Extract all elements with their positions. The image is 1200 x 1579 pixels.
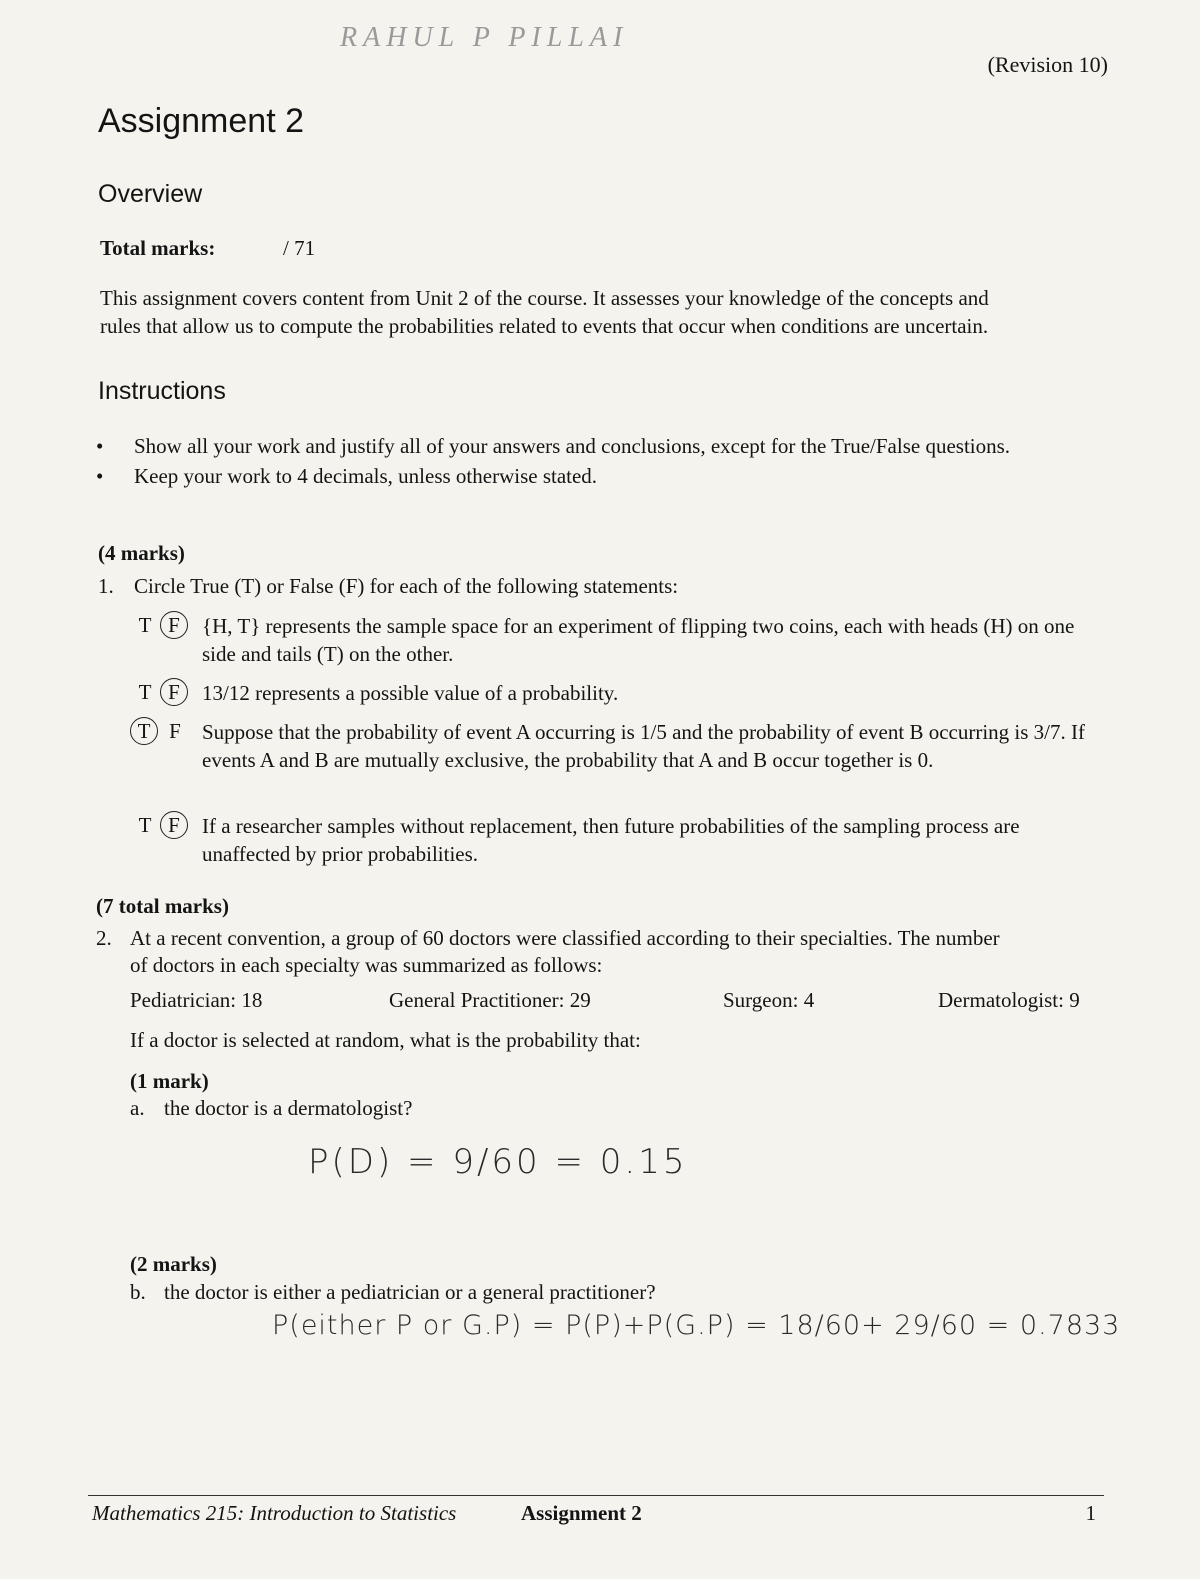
list-item: [96, 432, 1106, 460]
page-number: 1: [1085, 1501, 1096, 1525]
footer-divider: [88, 1495, 1104, 1496]
q2a-text: the doctor is a dermatologist?: [164, 1096, 413, 1120]
page-title: Assignment 2: [98, 102, 304, 140]
true-option[interactable]: T: [138, 813, 152, 837]
tf-statement: {H, T} represents the sample space for an experiment of flipping two coins, each with heads (H) on one side and tails (T) on the other.: [202, 614, 1075, 666]
q2b-handwritten-answer: P(either P or G.P) = P(P)+P(G.P) = 18/60+ 29/60 = 0.7833: [272, 1310, 1121, 1341]
q2b-text: the doctor is either a pediatrician or a general practitioner?: [164, 1280, 656, 1304]
q2a-marks: (1 mark): [130, 1069, 209, 1093]
q2-text-line-1: At a recent convention, a group of 60 doctors were classified according to their specialties. The number: [130, 926, 1000, 950]
specialty-dermatologist: Dermatologist: 9: [938, 988, 1080, 1012]
tf-statement: 13/12 represents a possible value of a probability.: [202, 681, 619, 705]
bullet-icon: •: [96, 464, 104, 488]
tf-item: [132, 812, 1092, 868]
revision-label: (Revision 10): [987, 52, 1108, 77]
specialty-general-practitioner: General Practitioner: 29: [389, 988, 591, 1012]
true-option[interactable]: T: [138, 680, 152, 704]
tf-item: [132, 679, 1092, 707]
handwritten-name: RAHUL P PILLAI: [340, 22, 629, 53]
false-option-circled[interactable]: F: [160, 678, 188, 706]
instructions-heading: Instructions: [98, 377, 226, 405]
overview-heading: Overview: [98, 180, 203, 208]
footer-course-title: Mathematics 215: Introduction to Statistics: [92, 1501, 457, 1525]
true-option-circled[interactable]: T: [130, 717, 158, 745]
q1-text: Circle True (T) or False (F) for each of the following statements:: [134, 574, 679, 598]
q2a-handwritten-answer: P(D) = 9/60 = 0.15: [308, 1142, 688, 1182]
instruction-text: Keep your work to 4 decimals, unless otherwise stated.: [134, 464, 598, 488]
false-option-circled[interactable]: F: [160, 811, 188, 839]
q2-text-line-2: of doctors in each specialty was summarized as follows:: [130, 953, 603, 977]
q2a-label: a.: [130, 1096, 145, 1120]
q2-marks: (7 total marks): [96, 894, 229, 918]
instructions-list: [96, 432, 1106, 492]
total-marks-label: Total marks:: [100, 236, 216, 260]
list-item: [96, 462, 1106, 490]
instruction-text: Show all your work and justify all of your answers and conclusions, except for the True/False questions.: [134, 434, 1011, 458]
total-marks-value: / 71: [283, 236, 316, 260]
false-option[interactable]: F: [169, 719, 181, 743]
tf-statement: Suppose that the probability of event A occurring is 1/5 and the probability of event B occurring is 3/7. If events A and B are mutually exclusive, the probability that A and B occur together is 0.: [202, 720, 1085, 772]
q2b-label: b.: [130, 1280, 146, 1304]
tf-statement: If a researcher samples without replacement, then future probabilities of the sampling process are unaffected by prior probabilities.: [202, 814, 1020, 866]
bullet-icon: •: [96, 434, 104, 458]
q1-marks: (4 marks): [98, 541, 185, 565]
q1-number: 1.: [98, 574, 114, 598]
q2-number: 2.: [96, 926, 112, 950]
overview-line-2: rules that allow us to compute the probabilities related to events that occur when conditions are uncertain.: [100, 314, 989, 338]
q2-prompt: If a doctor is selected at random, what is the probability that:: [130, 1028, 641, 1052]
footer-assignment-title: Assignment 2: [521, 1501, 642, 1525]
overview-line-1: This assignment covers content from Unit 2 of the course. It assesses your knowledge of the concepts and: [100, 286, 989, 310]
specialty-pediatrician: Pediatrician: 18: [130, 988, 263, 1012]
q2b-marks: (2 marks): [130, 1252, 217, 1276]
tf-item: [132, 612, 1092, 668]
tf-item: [132, 718, 1092, 802]
false-option-circled[interactable]: F: [160, 611, 188, 639]
specialty-surgeon: Surgeon: 4: [723, 988, 815, 1012]
true-option[interactable]: T: [138, 613, 152, 637]
overview-paragraph: [100, 284, 1110, 340]
